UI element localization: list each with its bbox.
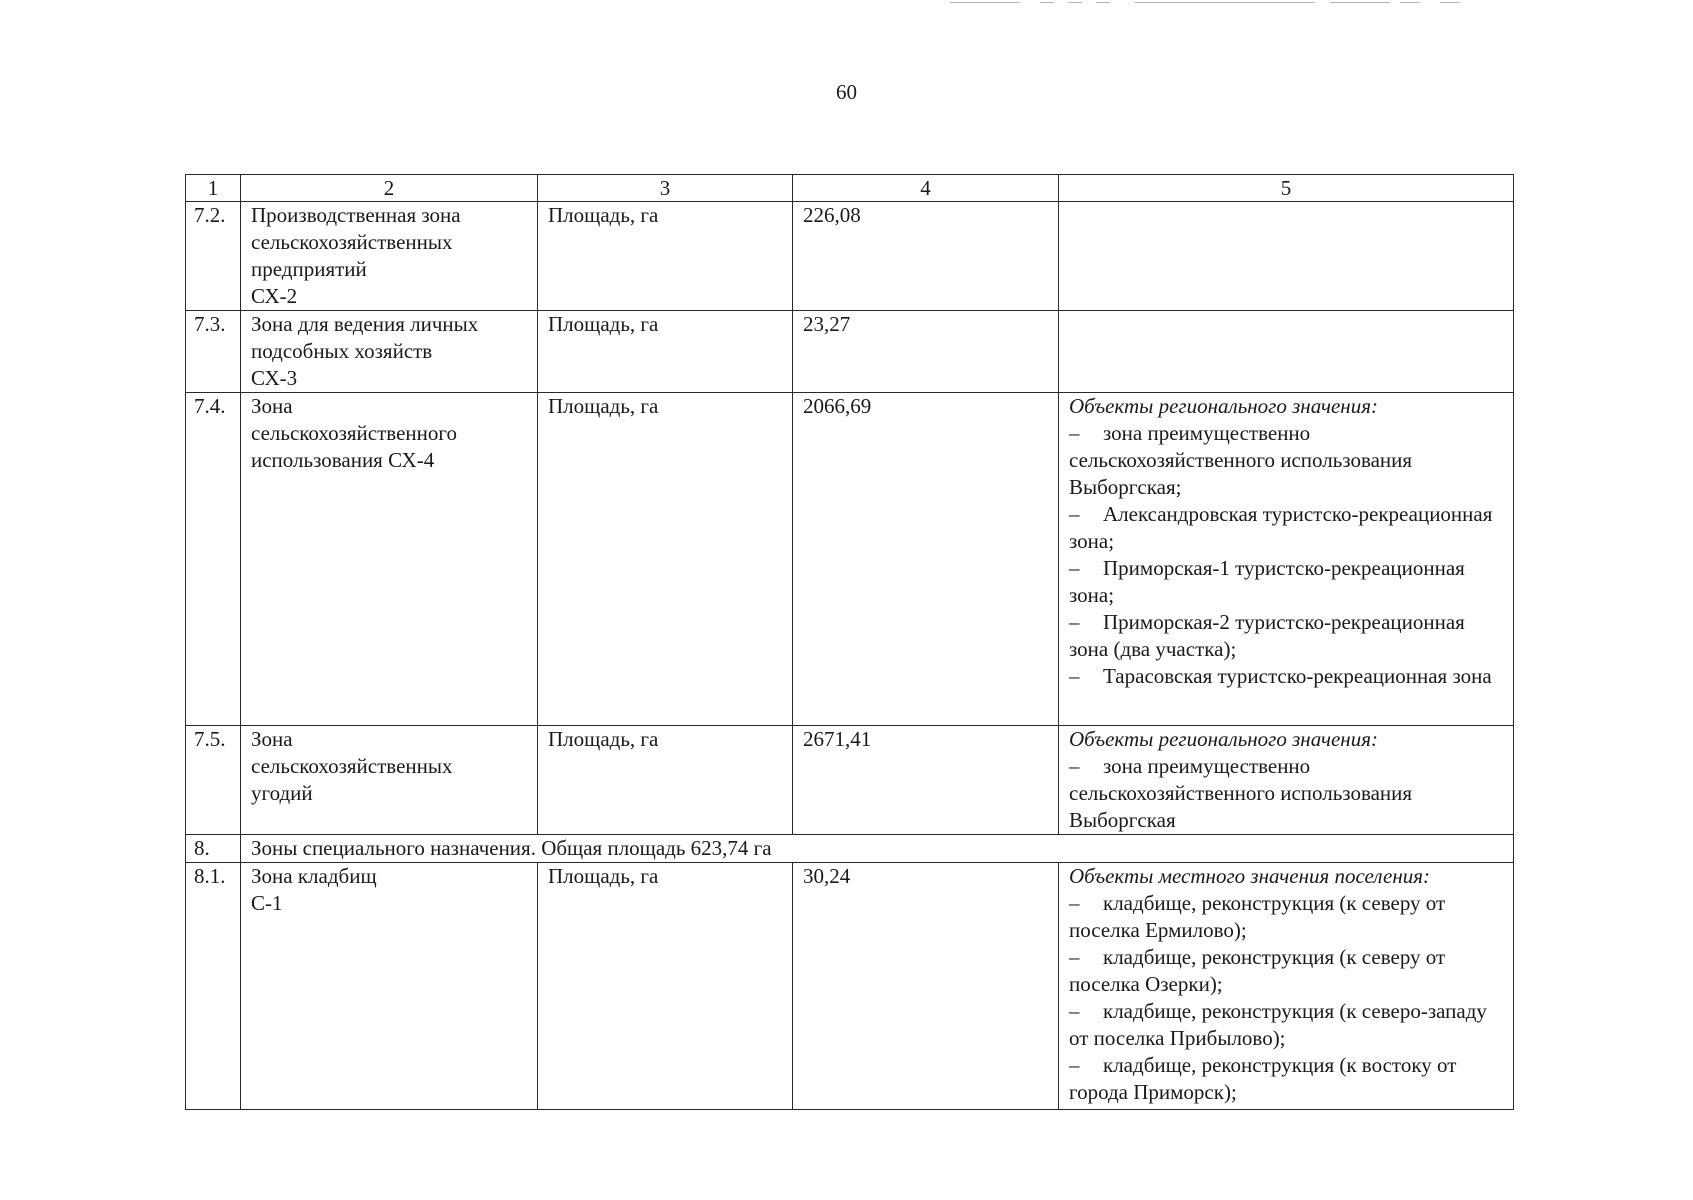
- zone-name-cell: [241, 393, 538, 726]
- zone-name-line: Зона кладбищ: [251, 864, 377, 888]
- object-item-text: Приморская-1 туристско-рекреационная зона;: [1069, 556, 1465, 607]
- objects-cell: [1059, 311, 1514, 393]
- zone-name-line: Производственная зона: [251, 203, 461, 227]
- object-item-text: кладбище, реконструкция (к северо-западу от поселка Прибылово);: [1069, 999, 1487, 1050]
- measure-cell: Площадь, га: [538, 202, 793, 311]
- zone-name-line: использования СХ-4: [251, 448, 435, 472]
- value-cell: 226,08: [793, 202, 1059, 311]
- column-number: 5: [1059, 175, 1514, 202]
- value-cell: 23,27: [793, 311, 1059, 393]
- section-number: 8.: [186, 835, 241, 863]
- table-row: [186, 393, 1514, 726]
- measure-cell: Площадь, га: [538, 863, 793, 1110]
- object-item: – кладбище, реконструкция (к северо-западу от поселка Прибылово);: [1069, 999, 1487, 1050]
- row-number: 7.3.: [186, 311, 241, 393]
- measure-cell: Площадь, га: [538, 726, 793, 835]
- zone-name-cell: [241, 202, 538, 311]
- objects-cell: [1059, 202, 1514, 311]
- column-number-row: [186, 175, 1514, 202]
- objects-cell: [1059, 863, 1514, 1110]
- zones-table: [185, 174, 1514, 1110]
- object-item: – зона преимущественно сельскохозяйственного использования Выборгская: [1069, 754, 1413, 832]
- zone-name-line: сельскохозяйственных: [251, 230, 453, 254]
- object-item: – Приморская-1 туристско-рекреационная зона;: [1069, 556, 1465, 607]
- object-item: – кладбище, реконструкция (к северу от поселка Озерки);: [1069, 945, 1446, 996]
- row-number: 7.2.: [186, 202, 241, 311]
- row-number: 8.1.: [186, 863, 241, 1110]
- zone-name-line: Зона: [251, 727, 293, 751]
- object-item-text: Александровская туристско-рекреационная зона;: [1069, 502, 1493, 553]
- zone-name-cell: [241, 863, 538, 1110]
- objects-heading: Объекты регионального значения:: [1069, 394, 1378, 418]
- objects-cell: [1059, 726, 1514, 835]
- object-item-text: кладбище, реконструкция (к северу от поселка Озерки);: [1069, 945, 1446, 996]
- zone-name-line: подсобных хозяйств: [251, 339, 433, 363]
- column-number: 2: [241, 175, 538, 202]
- column-number: 4: [793, 175, 1059, 202]
- object-item-text: зона преимущественно сельскохозяйственного использования Выборгская;: [1069, 421, 1413, 499]
- object-item-text: Тарасовская туристско-рекреационная зона: [1103, 664, 1492, 688]
- zone-name-cell: [241, 726, 538, 835]
- table-row: [186, 863, 1514, 1110]
- objects-heading: Объекты регионального значения:: [1069, 727, 1378, 751]
- object-item-text: кладбище, реконструкция (к востоку от города Приморск);: [1069, 1053, 1457, 1104]
- zone-name-line: Зона для ведения личных: [251, 312, 479, 336]
- objects-cell: [1059, 393, 1514, 726]
- measure-cell: Площадь, га: [538, 311, 793, 393]
- value-cell: 2671,41: [793, 726, 1059, 835]
- object-item: – зона преимущественно сельскохозяйственного использования Выборгская;: [1069, 421, 1413, 499]
- zone-name-line: сельскохозяйственных: [251, 754, 453, 778]
- zone-name-line: Зона: [251, 394, 293, 418]
- object-item: – Приморская-2 туристско-рекреационная зона (два участка);: [1069, 610, 1465, 661]
- value-cell: 2066,69: [793, 393, 1059, 726]
- object-item: – кладбище, реконструкция (к востоку от города Приморск);: [1069, 1053, 1457, 1104]
- zone-name-line: С-1: [251, 891, 283, 915]
- zone-name-line: сельскохозяйственного: [251, 421, 457, 445]
- zone-name-line: угодий: [251, 781, 313, 805]
- object-item-text: кладбище, реконструкция (к северу от поселка Ермилово);: [1069, 891, 1446, 942]
- row-number: 7.4.: [186, 393, 241, 726]
- object-item: – Тарасовская туристско-рекреационная зона: [1069, 664, 1492, 688]
- scan-artifact-lines: [950, 0, 1510, 6]
- row-number: 7.5.: [186, 726, 241, 835]
- measure-cell: Площадь, га: [538, 393, 793, 726]
- page-number: 60: [836, 80, 857, 104]
- table-row: [186, 726, 1514, 835]
- column-number: 1: [186, 175, 241, 202]
- section-title: Зоны специального назначения. Общая площадь 623,74 га: [241, 835, 1514, 863]
- table-row: [186, 202, 1514, 311]
- object-item-text: Приморская-2 туристско-рекреационная зона (два участка);: [1069, 610, 1465, 661]
- table-row: [186, 311, 1514, 393]
- zone-name-line: СХ-3: [251, 366, 298, 390]
- column-number: 3: [538, 175, 793, 202]
- value-cell: 30,24: [793, 863, 1059, 1110]
- object-item-text: зона преимущественно сельскохозяйственного использования Выборгская: [1069, 754, 1413, 832]
- section-row: [186, 835, 1514, 863]
- object-item: – кладбище, реконструкция (к северу от поселка Ермилово);: [1069, 891, 1446, 942]
- zone-name-line: СХ-2: [251, 284, 298, 308]
- objects-heading: Объекты местного значения поселения:: [1069, 864, 1431, 888]
- zone-name-cell: [241, 311, 538, 393]
- object-item: – Александровская туристско-рекреационная зона;: [1069, 502, 1493, 553]
- zone-name-line: предприятий: [251, 257, 367, 281]
